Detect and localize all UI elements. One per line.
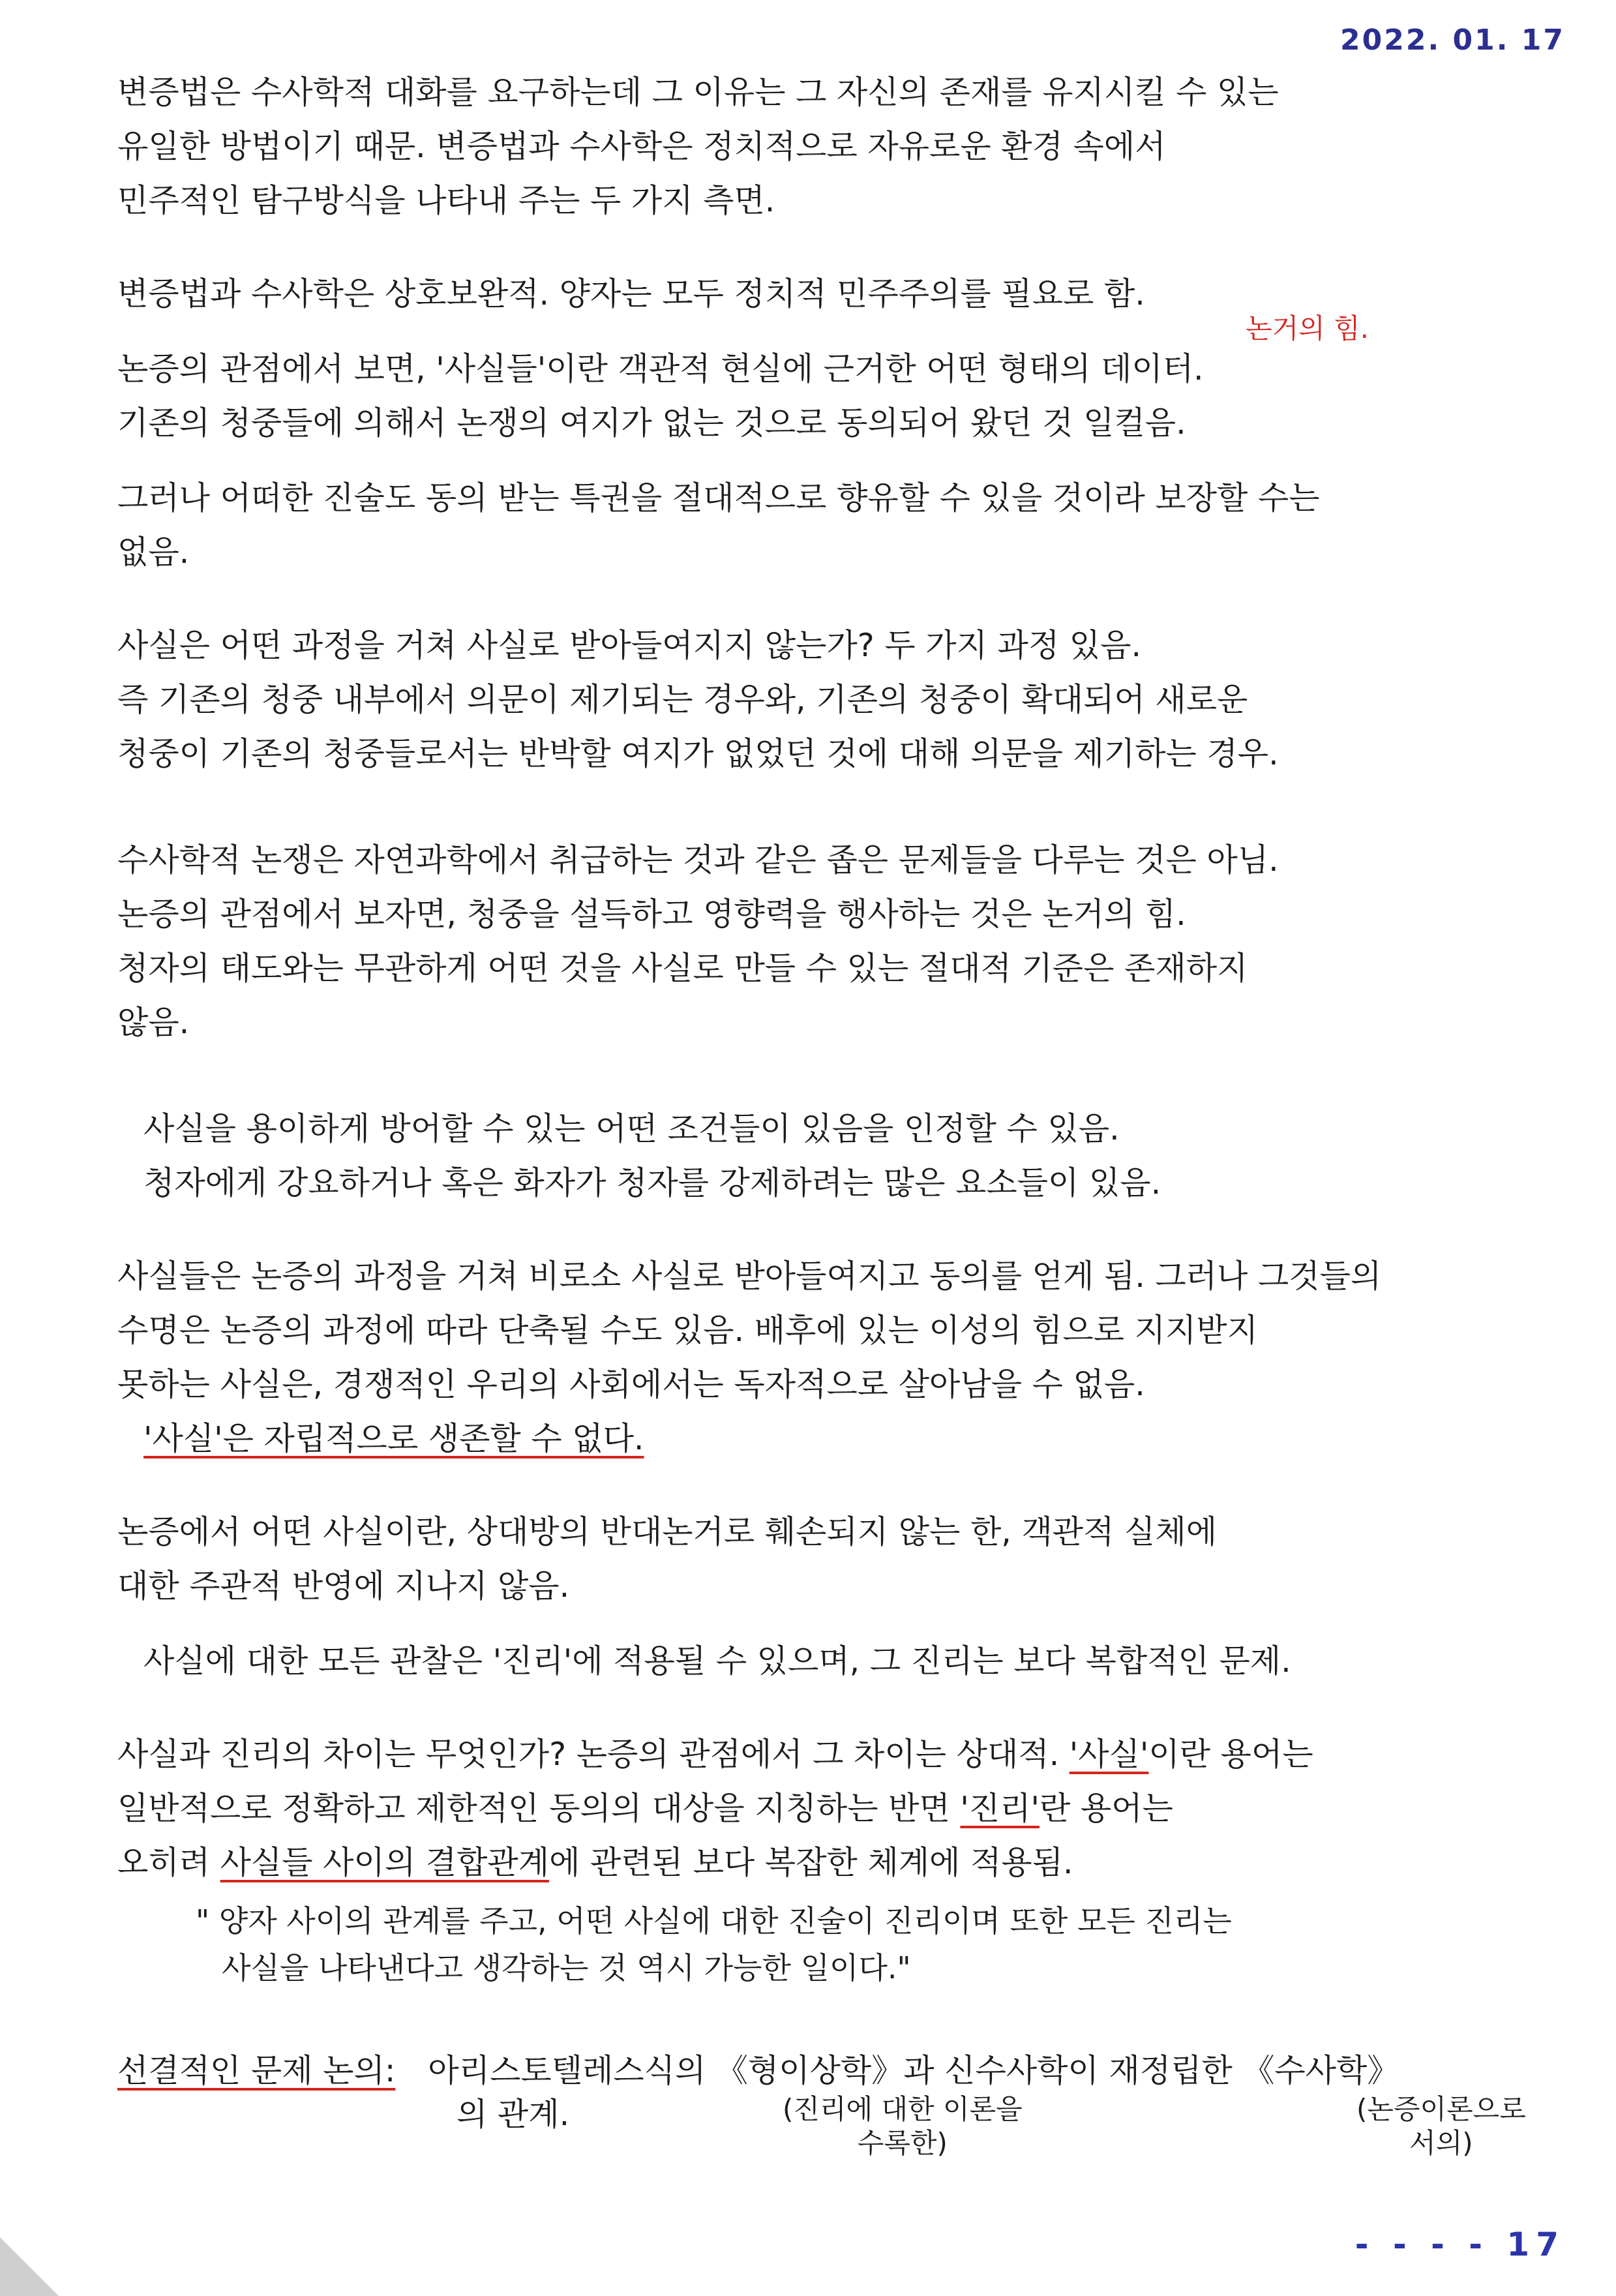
text-line: 오히려 사실들 사이의 결합관계에 관련된 보다 복잡한 체계에 적용됨. bbox=[117, 1844, 1073, 1881]
text-line: 청자에게 강요하거나 혹은 화자가 청자를 강제하려는 많은 요소들이 있음. bbox=[143, 1164, 1161, 1201]
text-line: 사실들은 논증의 과정을 거쳐 비로소 사실로 받아들여지고 동의를 얻게 됨. 그러나 그것들의 bbox=[117, 1258, 1382, 1295]
red-underlined-text: '사실'은 자립적으로 생존할 수 없다. bbox=[143, 1420, 644, 1457]
red-underlined-term-truth: '진리' bbox=[960, 1790, 1040, 1827]
red-margin-note: 논거의 힘. bbox=[1246, 312, 1369, 344]
text-line: 민주적인 탐구방식을 나타내 주는 두 가지 측면. bbox=[117, 182, 775, 219]
paragraph-fact-vs-truth bbox=[117, 1727, 1565, 1890]
text-line: 논증의 관점에서 보면, '사실들'이란 객관적 현실에 근거한 어떤 형태의 데이터. bbox=[117, 350, 1204, 387]
text-line: 수사학적 논쟁은 자연과학에서 취급하는 것과 같은 좁은 문제들을 다루는 것은 아님. bbox=[117, 841, 1279, 879]
text-line: 못하는 사실은, 경쟁적인 우리의 사회에서는 독자적으로 살아남을 수 없음. bbox=[117, 1366, 1145, 1403]
paragraph-dialectic-rhetoric bbox=[117, 65, 1565, 228]
page-number: - - - - 17 bbox=[1354, 2226, 1565, 2263]
text-line: 변증법은 수사학적 대화를 요구하는데 그 이유는 그 자신의 존재를 유지시킬 수 있는 bbox=[117, 74, 1279, 111]
underlined-key-sentence bbox=[117, 1412, 1565, 1466]
quote-line: 사실을 나타낸다고 생각하는 것 역시 가능한 일이다." bbox=[222, 1950, 911, 1986]
quotation bbox=[117, 1897, 1565, 1991]
text-line: 기존의 청중들에 의해서 논쟁의 여지가 없는 것으로 동의되어 왔던 것 일컬음. bbox=[117, 404, 1186, 442]
paragraph-defensible-facts bbox=[117, 1102, 1565, 1210]
text-line: 사실을 용이하게 방어할 수 있는 어떤 조건들이 있음을 인정할 수 있음. bbox=[143, 1110, 1120, 1147]
paragraph-facts-definition bbox=[117, 342, 1565, 450]
text-line: 사실은 어떤 과정을 거쳐 사실로 받아들여지지 않는가? 두 가지 과정 있음. bbox=[117, 627, 1142, 664]
note-rhetoric: (논증이론으로 서의) bbox=[1356, 2093, 1526, 2159]
text-line: 논증에서 어떤 사실이란, 상대방의 반대논거로 훼손되지 않는 한, 객관적 실체에 bbox=[117, 1513, 1218, 1550]
text-line: 변증법과 수사학은 상호보완적. 양자는 모두 정치적 민주주의를 필요로 함. bbox=[117, 275, 1145, 312]
text-line: 그러나 어떠한 진술도 동의 받는 특권을 절대적으로 향유할 수 있을 것이라 보장할 수는 bbox=[117, 479, 1320, 517]
paragraph-two-processes bbox=[117, 618, 1565, 781]
text-line: 논증의 관점에서 보자면, 청중을 설득하고 영향력을 행사하는 것은 논거의 힘. bbox=[117, 896, 1186, 933]
text-continuation: 의 관계. bbox=[456, 2096, 570, 2133]
red-underlined-phrase: 사실들 사이의 결합관계 bbox=[220, 1844, 550, 1881]
text-line: 선결적인 문제 논의: 아리스토텔레스식의 《형이상학》과 신수사학이 재정립한 《수사학》 bbox=[117, 2052, 1399, 2089]
text-line: 청자의 태도와는 무관하게 어떤 것을 사실로 만들 수 있는 절대적 기준은 존재하지 bbox=[117, 950, 1248, 987]
note-metaphysics: (진리에 대한 이론을 수록한) bbox=[783, 2093, 1023, 2159]
page-corner-fold bbox=[0, 2237, 59, 2296]
paragraph-lifespan-of-facts bbox=[117, 1249, 1565, 1466]
red-underlined-term-fact: '사실' bbox=[1069, 1736, 1149, 1773]
text-line: 사실에 대한 모든 관찰은 '진리'에 적용될 수 있으며, 그 진리는 보다 복합적인 문제. bbox=[143, 1642, 1291, 1680]
text-line: 않음. bbox=[117, 1004, 190, 1041]
paragraph-rhetorical-dispute bbox=[117, 833, 1565, 1050]
paragraph-truth bbox=[117, 1634, 1565, 1688]
text-line: 없음. bbox=[117, 534, 190, 571]
text-line: 사실과 진리의 차이는 무엇인가? 논증의 관점에서 그 차이는 상대적. '사실'이란 용어는 bbox=[117, 1736, 1313, 1773]
text-line: 즉 기존의 청중 내부에서 의문이 제기되는 경우와, 기존의 청중이 확대되어 새로운 bbox=[117, 681, 1248, 718]
text-line: 청중이 기존의 청중들로서는 반박할 여지가 없었던 것에 대해 의문을 제기하는 경우. bbox=[117, 735, 1279, 772]
handwritten-notes bbox=[117, 65, 1565, 2196]
text-line: 수명은 논증의 과정에 따라 단축될 수도 있음. 배후에 있는 이성의 힘으로 지지받지 bbox=[117, 1312, 1258, 1349]
quote-line: " 양자 사이의 관계를 주고, 어떤 사실에 대한 진술이 진리이며 또한 모든 진리는 bbox=[196, 1903, 1232, 1939]
paragraph-subjective-reflection bbox=[117, 1505, 1565, 1613]
text-line: 유일한 방법이기 때문. 변증법과 수사학은 정치적으로 자유로운 환경 속에서 bbox=[117, 128, 1166, 165]
paragraph-prerequisite-issue bbox=[117, 2044, 1565, 2196]
paragraph-no-privilege bbox=[117, 471, 1565, 579]
text-line: 대한 주관적 반영에 지나지 않음. bbox=[117, 1567, 570, 1605]
red-underlined-label: 선결적인 문제 논의: bbox=[117, 2052, 396, 2089]
text-line: 일반적으로 정확하고 제한적인 동의의 대상을 지칭하는 반면 '진리'란 용어는 bbox=[117, 1790, 1173, 1827]
page-date: 2022. 01. 17 bbox=[1340, 23, 1565, 57]
sub-notes bbox=[117, 2093, 1565, 2196]
